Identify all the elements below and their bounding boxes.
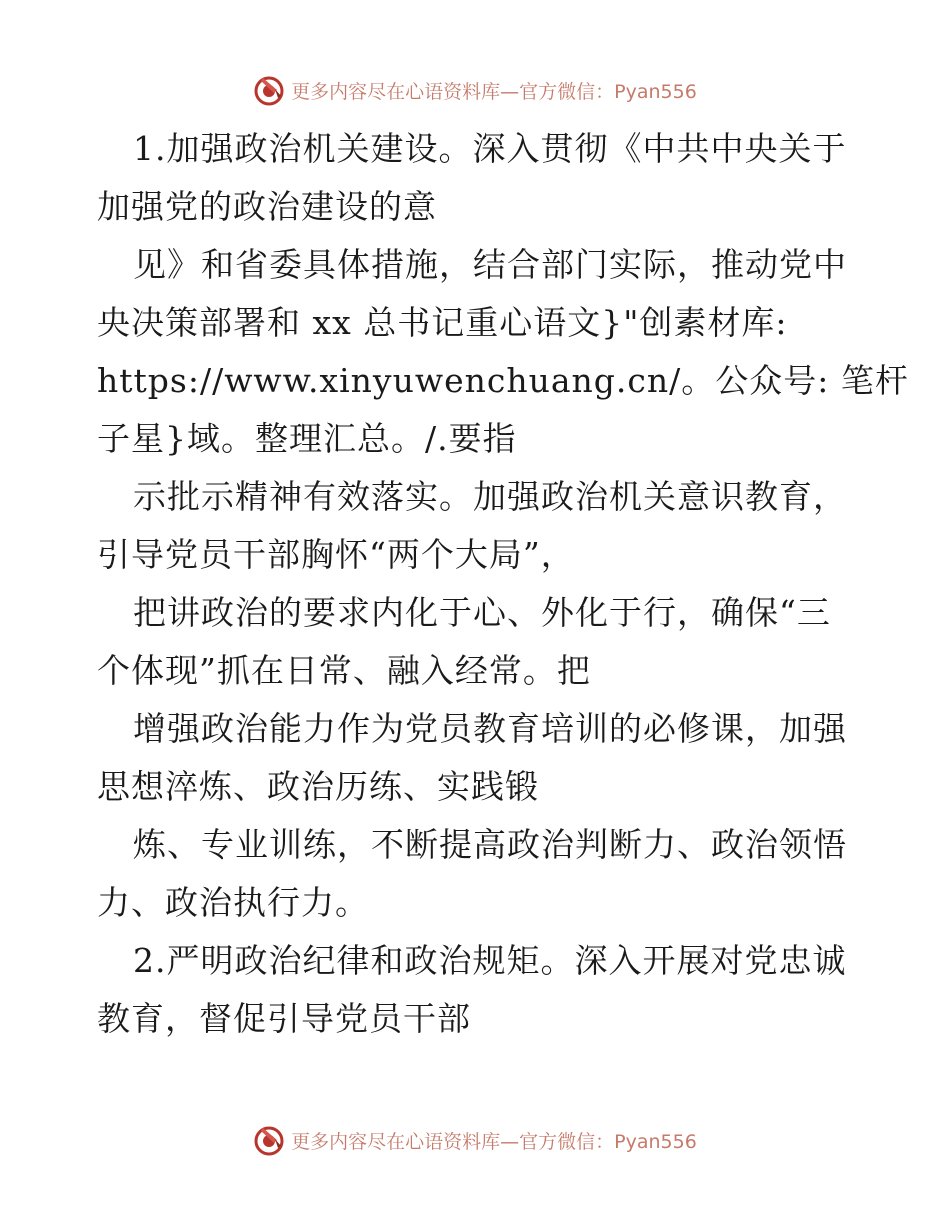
body-line: 个体现”抓在日常、融入经常。把: [97, 651, 591, 690]
brand-logo-icon: [253, 1124, 285, 1156]
body-line: 2.严明政治纪律和政治规矩。深入开展对党忠诚: [133, 941, 847, 980]
header-banner: [0, 70, 950, 110]
body-line: 增强政治能力作为党员教育培训的必修课，加强: [133, 709, 847, 748]
brand-logo-icon: [253, 74, 285, 106]
body-line: 示批示精神有效落实。加强政治机关意识教育，: [133, 477, 847, 516]
header-banner-text: 更多内容尽在心语资料库—官方微信：Pyan556: [291, 80, 697, 103]
body-line: 1.加强政治机关建设。深入贯彻《中共中央关于: [133, 129, 847, 168]
body-line: 加强党的政治建设的意: [97, 187, 437, 226]
body-line: 力、政治执行力。: [97, 883, 369, 922]
footer-banner-text: 更多内容尽在心语资料库—官方微信：Pyan556: [291, 1130, 697, 1153]
body-line: https://www.xinyuwenchuang.cn/。公众号: 笔杆: [97, 361, 909, 400]
body-line: 子星}域。整理汇总。/.要指: [97, 419, 517, 458]
body-line: 思想淬炼、政治历练、实践锻: [97, 767, 539, 806]
body-line: 引导党员干部胸怀“两个大局”，: [97, 535, 575, 574]
body-line: 把讲政治的要求内化于心、外化于行，确保“三: [133, 593, 831, 632]
footer-banner: [0, 1120, 950, 1160]
body-line: 见》和省委具体措施，结合部门实际，推动党中: [133, 245, 847, 284]
body-line: 教育，督促引导党员干部: [97, 999, 471, 1038]
body-line: 央决策部署和 xx 总书记重心语文}"创素材库:: [97, 303, 788, 342]
body-line: 炼、专业训练，不断提高政治判断力、政治领悟: [133, 825, 847, 864]
document-body: [97, 120, 909, 1048]
